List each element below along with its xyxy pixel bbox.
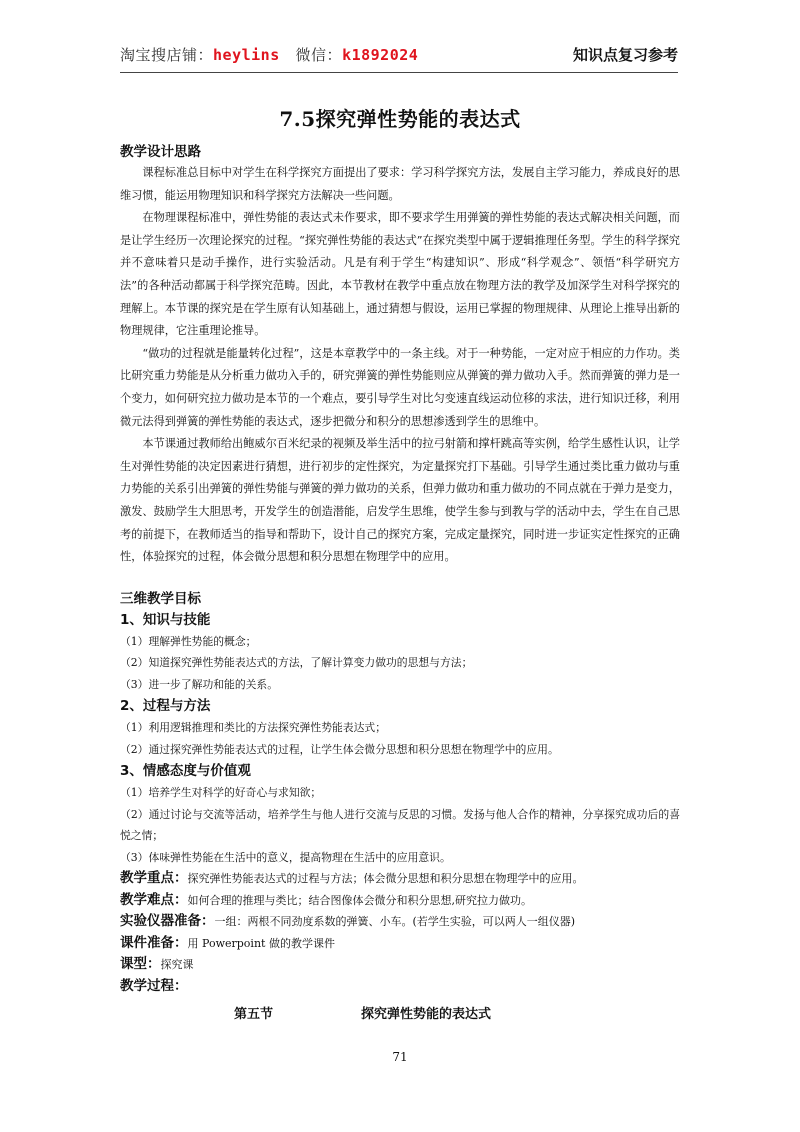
courseware-label: 课件准备： (120, 934, 188, 951)
section-title-line (120, 1003, 680, 1029)
key-point-row (120, 868, 680, 890)
main-content (120, 142, 680, 1029)
header-shop-info (120, 44, 418, 65)
courseware-value: 用 Powerpoint 做的教学课件 (187, 936, 335, 950)
equipment-label: 实验仪器准备： (120, 913, 215, 930)
page-title: 7.5探究弹性势能的表达式 (279, 107, 521, 131)
design-paragraph: “做功的过程就是能量转化过程”，这是本章教学中的一条主线。对于一种势能，一定对应于相应的力作功。类比研究重力势能是从分析重力做功入手的，研究弹簧的弹性势能则应从弹簧的弹力做功入手。然而弹簧的弹力是一个变力，如何研究拉力做功是本节的一个难点，要引导学生对比匀变速直线运动位移的求法，进行知识迁移，利用微元法得到弹簧的弹性势能的表达式，逐步把微分和积分的思想渗透到学生的思维中。 (120, 346, 680, 428)
difficulty-row (120, 890, 680, 912)
design-paragraph: 本节课通过教师给出鲍威尔百米纪录的视频及举生活中的拉弓射箭和撑杆跳高等实例，给学生感性认识，让学生对弹性势能的决定因素进行猜想，进行初步的定性探究，为定量探究打下基础。引导学生通过类比重力做功与重力势能的关系引出弹簧的弹性势能与弹簧的弹力做功的关系，但弹力做功和重力做功的不同点就在于弹力是变力，激发、鼓励学生大胆思考，开发学生的创造潜能，启发学生思维，使学生参与到教与学的活动中去，学生在自己思考的前提下，在教师适当的指导和帮助下，设计自己的探究方案，完成定量探究，同时进一步证实定性探究的正确性，体验探究的过程，体会微分思想和积分思想在物理学中的应用。 (120, 437, 680, 564)
goal-group-title: 2、过程与方法 (120, 698, 211, 715)
difficulty-label: 教学难点： (120, 891, 188, 908)
wechat-prefix: 微信： (295, 46, 343, 64)
courseware-row (120, 933, 680, 955)
goal-item: （2）通过讨论与交流等活动，培养学生与他人进行交流与反思的习惯。发扬与他人合作的精神，分享探究成功后的喜悦之情； (120, 807, 680, 843)
shop-prefix: 淘宝搜店铺： (120, 46, 214, 64)
lesson-type-row (120, 954, 680, 976)
section-title: 探究弹性势能的表达式 (361, 1007, 492, 1023)
design-heading: 教学设计思路 (120, 144, 201, 160)
goal-item: （1）理解弹性势能的概念； (120, 634, 257, 648)
goal-group-title: 3、情感态度与价值观 (120, 763, 251, 780)
key-point-value: 探究弹性势能表达式的过程与方法；体会微分思想和积分思想在物理学中的应用。 (187, 872, 584, 886)
goal-item: （3）进一步了解功和能的关系。 (120, 677, 279, 691)
goal-item: （3）体味弹性势能在生活中的意义，提高物理在生活中的应用意识。 (120, 850, 451, 864)
page-header (120, 44, 678, 70)
goal-item: （1）培养学生对科学的好奇心与求知欲； (120, 786, 322, 800)
goals-heading: 三维教学目标 (120, 590, 201, 607)
process-row (120, 976, 680, 998)
goal-group-title: 1、知识与技能 (120, 611, 211, 628)
equipment-value: 一组：两根不同劲度系数的弹簧、小车。(若学生实验，可以两人一组仪器) (214, 915, 576, 929)
goal-item: （2）知道探究弹性势能表达式的方法，了解计算变力做功的思想与方法； (120, 656, 473, 670)
section-number: 第五节 (234, 1007, 274, 1023)
header-divider (120, 72, 678, 73)
page-number: 71 (392, 1050, 408, 1064)
design-paragraph: 课程标准总目标中对学生在科学探究方面提出了要求：学习科学探究方法，发展自主学习能力，养成良好的思维习惯，能运用物理知识和科学探究方法解决一些问题。 (120, 166, 680, 202)
wechat-id: k1892024 (342, 46, 419, 64)
difficulty-value: 如何合理的推理与类比；结合图像体会微分和积分思想,研究拉力做功。 (187, 893, 532, 907)
shop-name: heylins (213, 46, 280, 64)
equipment-row (120, 911, 680, 933)
goal-item: （2）通过探究弹性势能表达式的过程，让学生体会微分思想和积分思想在物理学中的应用。 (120, 742, 559, 756)
lesson-type-label: 课型： (120, 956, 161, 973)
header-right-title: 知识点复习参考 (572, 46, 678, 64)
goal-item: （1）利用逻辑推理和类比的方法探究弹性势能表达式； (120, 721, 386, 735)
key-point-label: 教学重点： (120, 870, 188, 887)
lesson-type-value: 探究课 (160, 958, 194, 972)
design-paragraph: 在物理课程标准中，弹性势能的表达式未作要求，即不要求学生用弹簧的弹性势能的表达式解决相关问题，而是让学生经历一次理论探究的过程。“探究弹性势能的表达式”在探究类型中属于逻辑推理任务型。学生的科学探究并不意味着只是动手操作，进行实验活动。凡是有利于学生“构建知识”、形成“科学观念”、领悟“科学研究方法”的各种活动都属于科学探究范畴。因此，本节教材在教学中重点放在物理方法的教学及加深学生对科学探究的理解上。本节课的探究是在学生原有认知基础上，通过猜想与假设，运用已掌握的物理规律、从理论上推导出新的物理规律，它注重理论推导。 (120, 211, 680, 338)
process-label: 教学过程： (120, 977, 188, 994)
